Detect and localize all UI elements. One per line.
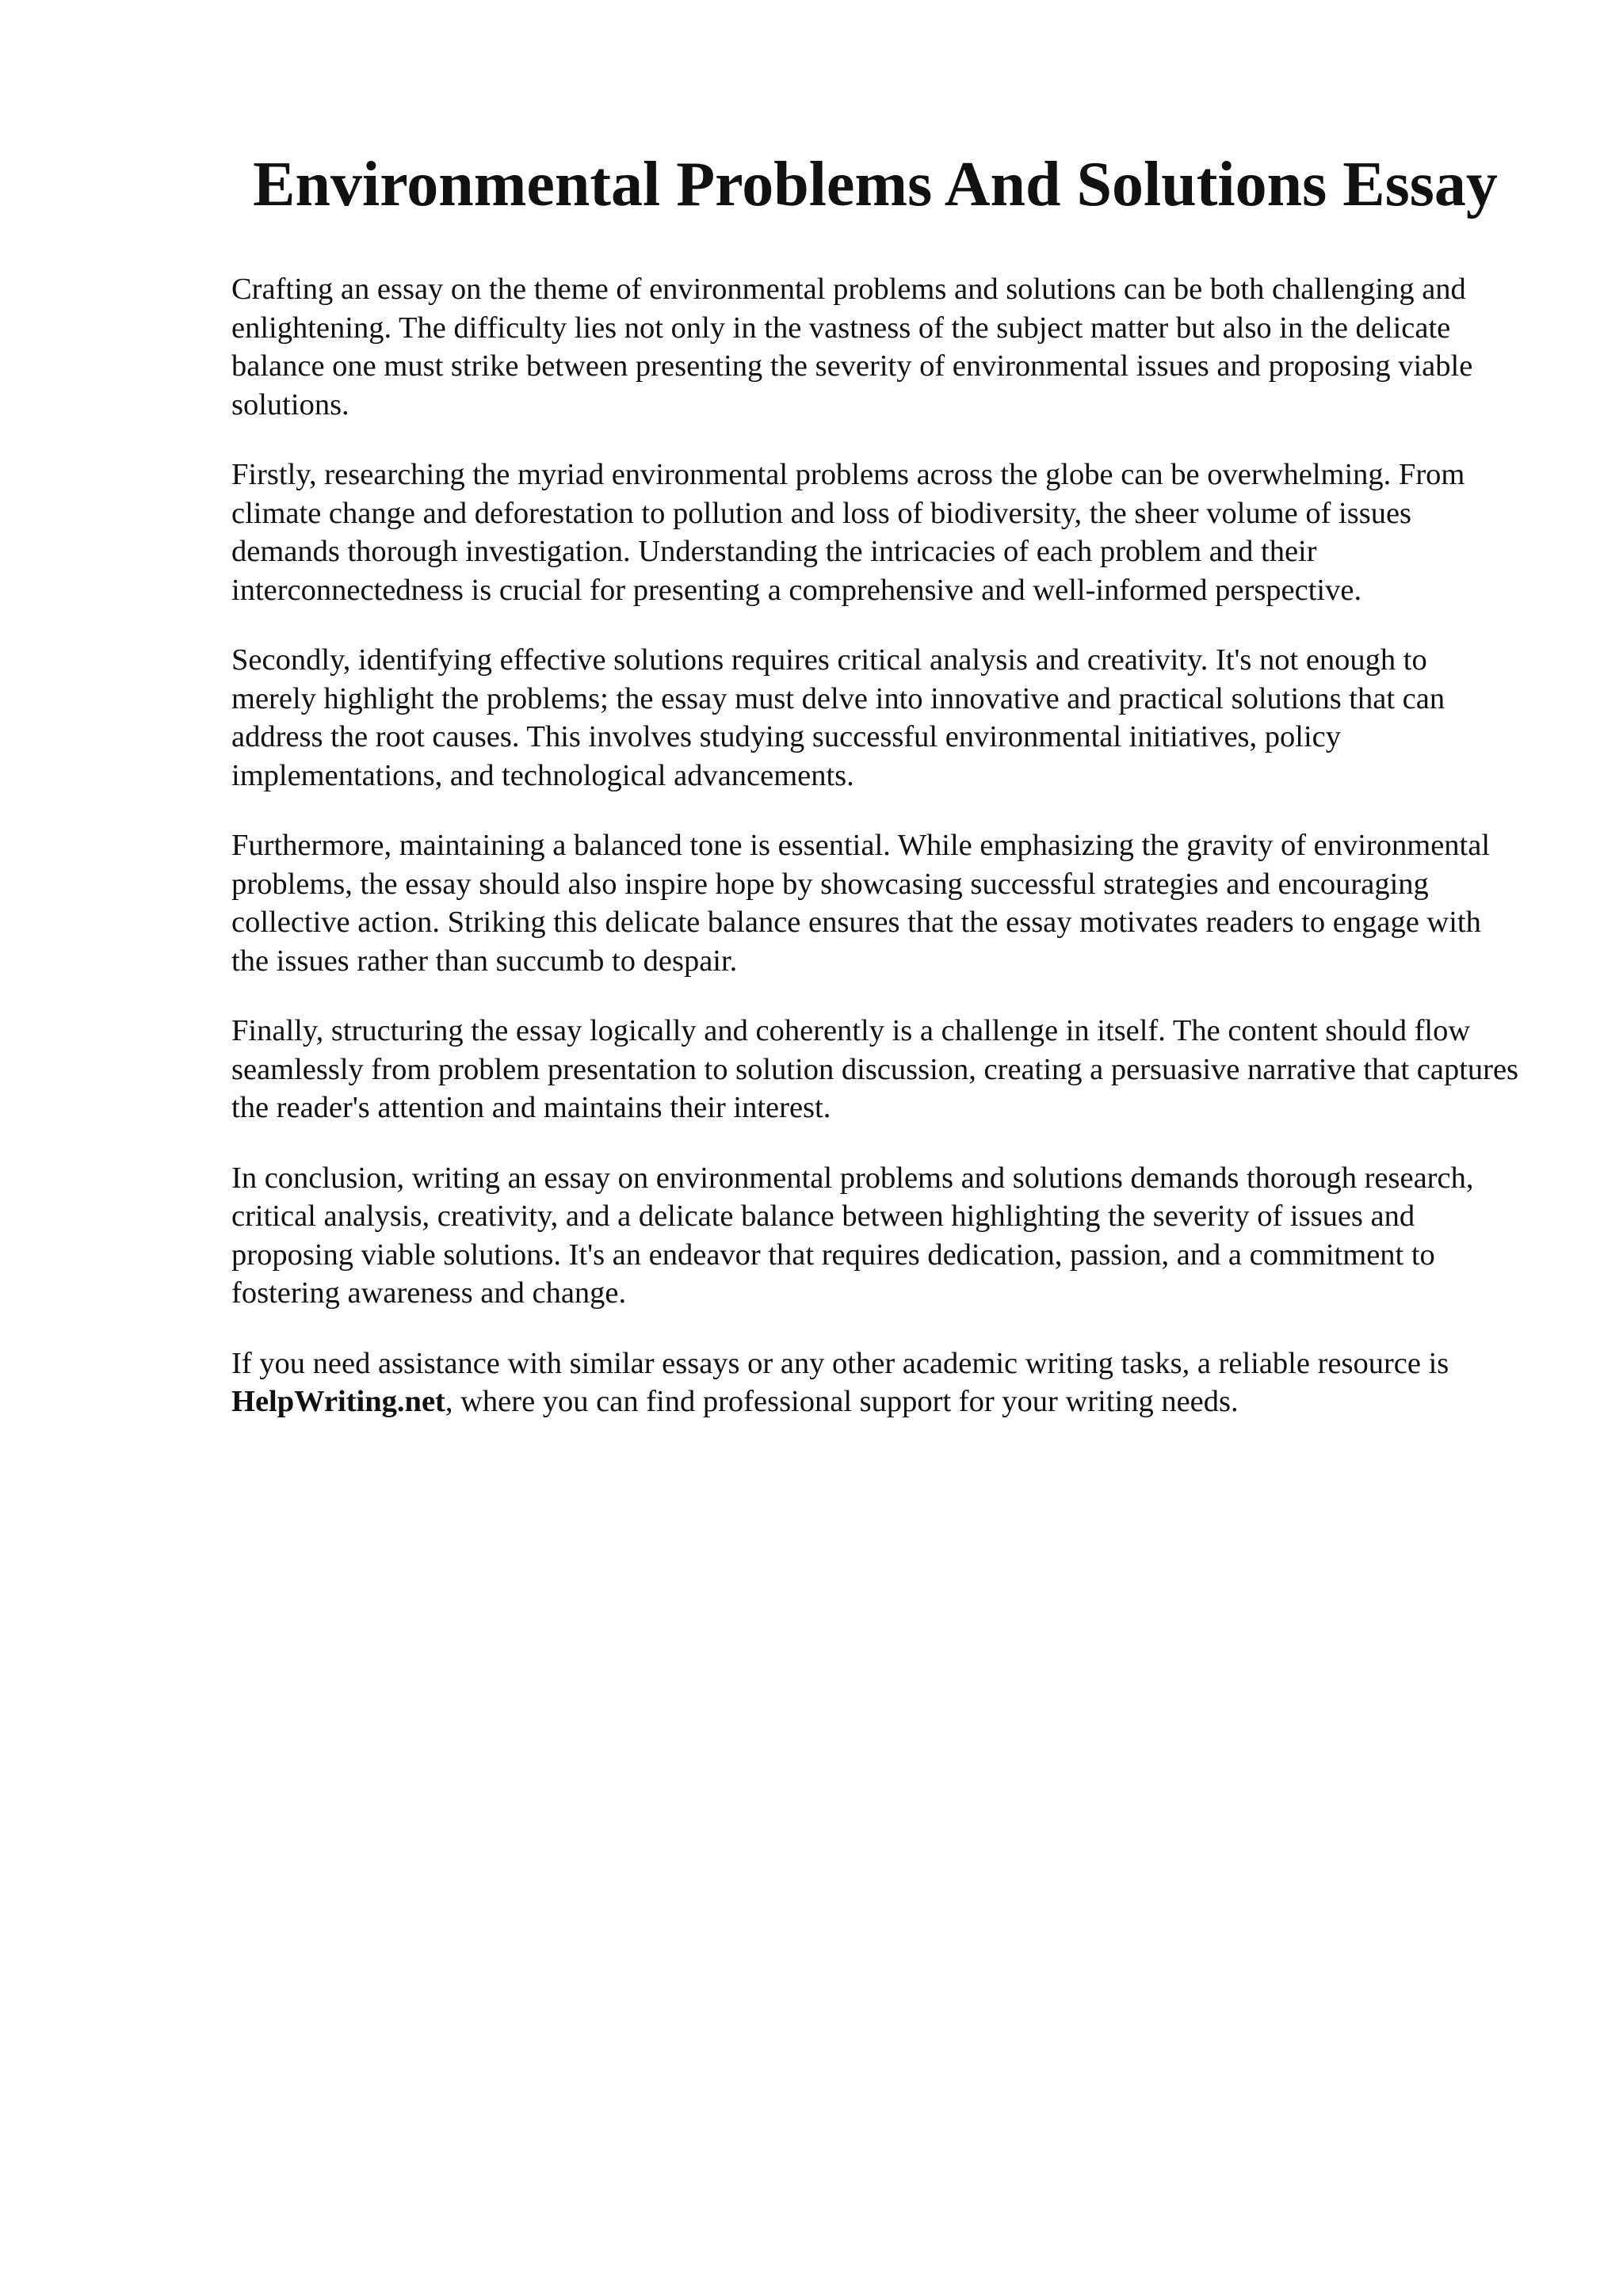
closing-text-after: , where you can find professional support for your writing needs.	[445, 1385, 1239, 1418]
closing-text-before: If you need assistance with similar essays or any other academic writing tasks, a reliable resource is	[231, 1346, 1449, 1380]
page-title: Environmental Problems And Solutions Essay	[253, 150, 1498, 219]
paragraph-firstly: Firstly, researching the myriad environmental problems across the globe can be overwhelming. From climate change and deforestation to pollution and loss of biodiversity, the sheer volume of issues demands thorough investigation. Understanding the intricacies of each problem and their interconnectedness is crucial for presenting a comprehensive and well-informed perspective.	[231, 458, 1465, 607]
paragraph-finally: Finally, structuring the essay logically and coherently is a challenge in itself. The content should flow seamlessly from problem presentation to solution discussion, creating a persuasive narrative that captures the reader's attention and maintains their interest.	[231, 1014, 1519, 1124]
paragraph-intro: Crafting an essay on the theme of environmental problems and solutions can be both challenging and enlightening. The difficulty lies not only in the vastness of the subject matter but also in the delicate balance one must strike between presenting the severity of environmental issues and proposing viable solutions.	[231, 273, 1473, 421]
paragraph-closing	[231, 1344, 1519, 1421]
document-body	[231, 147, 1519, 1453]
paragraph-secondly: Secondly, identifying effective solutions requires critical analysis and creativity. It's not enough to merely highlight the problems; the essay must delve into innovative and practical solutions that can address the root causes. This involves studying successful environmental initiatives, policy implementations, and technological advancements.	[231, 643, 1445, 792]
helpwriting-link[interactable]: HelpWriting.net	[231, 1385, 445, 1418]
paragraph-furthermore: Furthermore, maintaining a balanced tone is essential. While emphasizing the gravity of environmental problems, the essay should also inspire hope by showcasing successful strategies and encouraging collective action. Striking this delicate balance ensures that the essay motivates readers to engage with the issues rather than succumb to despair.	[231, 829, 1491, 978]
paragraph-conclusion: In conclusion, writing an essay on environmental problems and solutions demands thorough research, critical analysis, creativity, and a delicate balance between highlighting the severity of issues and proposing viable solutions. It's an endeavor that requires dedication, passion, and a commitment to fostering awareness and change.	[231, 1161, 1474, 1310]
